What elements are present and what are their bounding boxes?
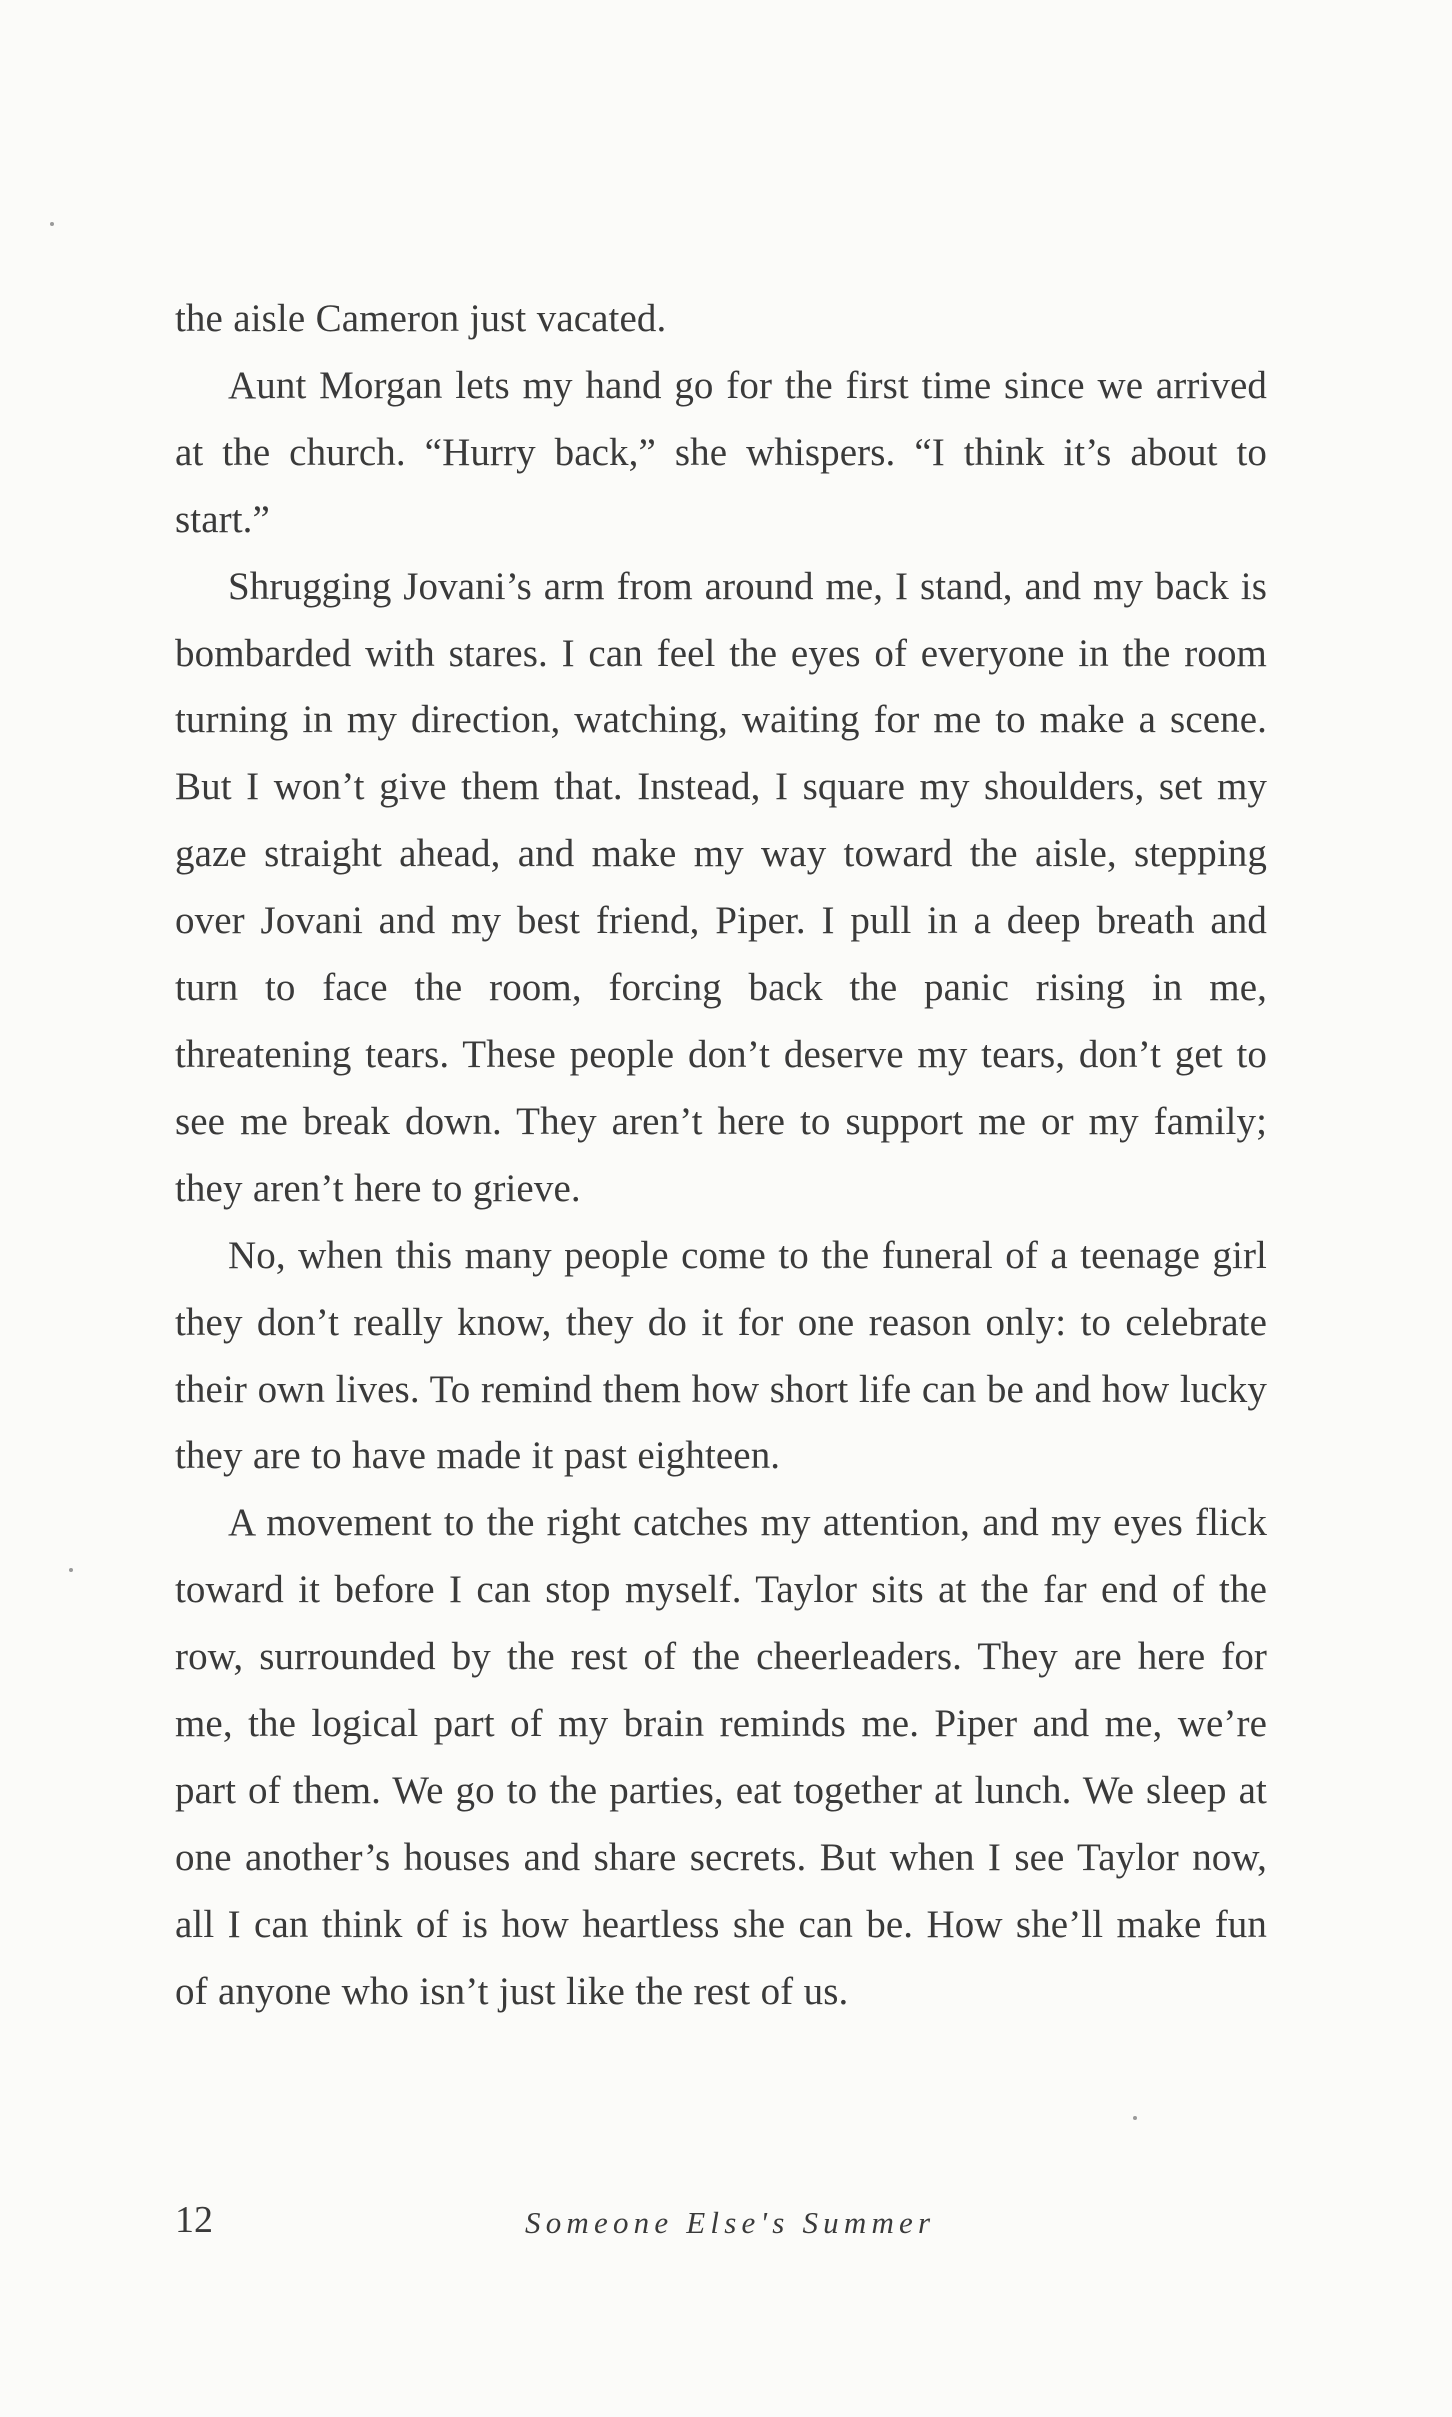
page-number: 12 bbox=[175, 2199, 213, 2241]
body-text bbox=[175, 286, 1267, 2026]
paragraph-4: No, when this many people come to the funeral of a teenage girl they don’t really know, they do it for one reason only: to celebrate their own lives. To remind them how short life can be and how lucky they are to have made it past eighteen. bbox=[175, 1233, 1267, 1478]
running-title: Someone Else's Summer bbox=[525, 2205, 936, 2240]
paper-speck bbox=[1133, 2116, 1137, 2120]
paper-speck bbox=[69, 1568, 73, 1572]
paragraph-3: Shrugging Jovani’s arm from around me, I stand, and my back is bombarded with stares. I can feel the eyes of everyone in the room turning in my direction, watching, waiting for me to make a scene. But I won’t give them that. Instead, I square my shoulders, set my gaze straight ahead, and make my way toward the aisle, stepping over Jovani and my best friend, Piper. I pull in a deep breath and turn to face the room, forcing back the panic rising in me, threatening tears. These people don’t deserve my tears, don’t get to see me break down. They aren’t here to support me or my family; they aren’t here to grieve. bbox=[175, 564, 1267, 1210]
paper-speck bbox=[50, 222, 54, 226]
paragraph-1: the aisle Cameron just vacated. bbox=[175, 297, 667, 340]
paragraph-2: Aunt Morgan lets my hand go for the first time since we arrived at the church. “Hurry back,” she whispers. “I think it’s about to start.” bbox=[175, 363, 1267, 541]
page-footer bbox=[0, 2195, 1452, 2255]
paragraph-5: A movement to the right catches my attention, and my eyes flick toward it before I can stop myself. Taylor sits at the far end of the row, surrounded by the rest of the cheerleaders. They are here for me, the logical part of my brain reminds me. Piper and me, we’re part of them. We go to the parties, eat together at lunch. We sleep at one another’s houses and share secrets. But when I see Taylor now, all I can think of is how heartless she can be. How she’ll make fun of anyone who isn’t just like the rest of us. bbox=[175, 1501, 1267, 2013]
